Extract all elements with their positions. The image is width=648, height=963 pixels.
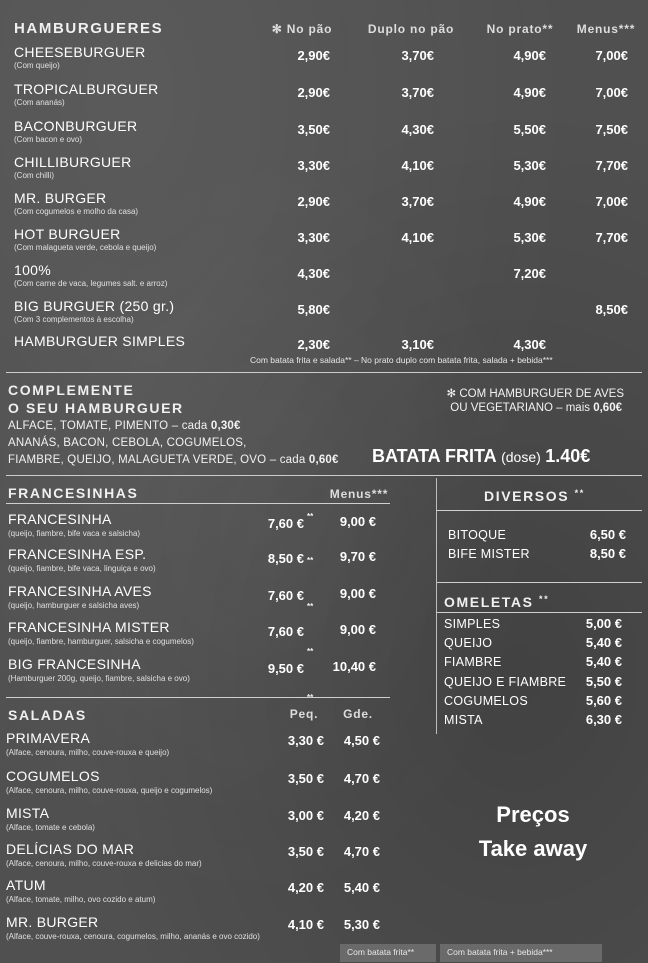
complement-title-2: O SEU HAMBURGUER (8, 400, 184, 416)
divider-saladas (6, 697, 390, 698)
fries-price: 1.40€ (545, 446, 591, 466)
francesinha-menu-price: 10,40 € (332, 659, 376, 674)
burger-desc: (Com cogumelos e molho da casa) (14, 207, 139, 216)
burger-price-duplo: 4,30€ (401, 122, 434, 137)
francesinha-price: 7,60 € (267, 588, 304, 603)
omeletas-left-border (436, 582, 437, 734)
aves-line-2-text: OU VEGETARIANO – mais (450, 402, 594, 414)
burger-name: TROPICALBURGUER (14, 81, 159, 97)
francesinhas-title: FRANCESINHAS (8, 485, 139, 501)
salad-price-peq: 3,00 € (287, 808, 324, 823)
burger-price-no-pao: 5,80€ (297, 302, 330, 317)
burger-desc: (Com bacon e ovo) (14, 135, 83, 144)
francesinha-name: FRANCESINHA AVES (8, 583, 152, 599)
francesinha-desc: (queijo, fiambre, hamburguer, salsicha e cogumelos) (8, 637, 194, 646)
omeletas-title-text: OMELETAS (444, 594, 534, 610)
burger-price-no-pao: 2,30€ (297, 337, 330, 352)
complement-line-2: ANANÁS, BACON, CEBOLA, COGUMELOS, (8, 437, 247, 449)
omeleta-price: 5,40 € (585, 654, 622, 669)
omeleta-price: 5,50 € (585, 674, 622, 689)
salad-price-peq: 3,50 € (287, 771, 324, 786)
diversos-title-text: DIVERSOS (484, 488, 570, 504)
salad-note-2: Com batata frita + bebida*** (447, 947, 553, 957)
burger-price-menus: 7,00€ (595, 48, 628, 63)
francesinha-price: 8,50 € (267, 551, 304, 566)
saladas-col-gde: Gde. (343, 707, 373, 721)
salad-name: MISTA (6, 805, 50, 821)
hamburgers-footnote: Com batata frita e salada** – No prato duplo com batata frita, salada + bebida*** (250, 355, 553, 365)
burger-desc: (Com 3 complementos à escolha) (14, 315, 134, 324)
fries (372, 446, 590, 467)
omeletas-title-mark: ** (539, 594, 550, 604)
omeleta-name: QUEIJO (444, 636, 493, 650)
hamburgers-title: HAMBURGUERES (14, 20, 164, 37)
burger-price-duplo: 3,70€ (401, 85, 434, 100)
burger-desc: (Com ananás) (14, 98, 65, 107)
burger-price-no-prato: 4,90€ (513, 194, 546, 209)
francesinhas-menus-header: Menus*** (329, 487, 389, 501)
burger-price-no-prato: 4,90€ (513, 85, 546, 100)
complement-title-1: COMPLEMENTE (8, 382, 135, 398)
omeleta-price: 5,00 € (585, 616, 622, 631)
salad-price-gde: 4,20 € (343, 808, 380, 823)
salad-desc: (Alface, tomate e cebola) (6, 823, 95, 832)
francesinha-name: BIG FRANCESINHA (8, 656, 141, 672)
salad-price-peq: 3,50 € (287, 844, 324, 859)
francesinha-name: FRANCESINHA ESP. (8, 546, 147, 562)
complement-line-3-price: 0,60€ (308, 454, 339, 466)
burger-price-menus: 7,70€ (595, 230, 628, 245)
diversos-left-border (436, 478, 437, 582)
salad-desc: (Alface, couve-rouxa, cenoura, cogumelos, milho, ananás e ovo cozido) (6, 932, 260, 941)
burger-price-no-prato: 5,30€ (513, 158, 546, 173)
burger-price-menus: 7,50€ (595, 122, 628, 137)
francesinha-mark: ** (307, 556, 314, 565)
salad-price-gde: 5,40 € (343, 880, 380, 895)
francesinha-desc: (queijo, fiambre, bife vaca, linguiça e ovo) (8, 564, 156, 573)
burger-price-duplo: 3,70€ (401, 48, 434, 63)
francesinha-mark: ** (307, 647, 314, 656)
diversos-title (484, 488, 585, 504)
salad-desc: (Alface, tomate, milho, ovo cozido e atum) (6, 895, 156, 904)
complement-line-1-text: ALFACE, TOMATE, PIMENTO – cada (8, 420, 211, 432)
salad-note-1: Com batata frita** (347, 947, 415, 957)
omeleta-price: 6,30 € (585, 712, 622, 727)
burger-price-no-prato: 4,90€ (513, 48, 546, 63)
omeleta-name: FIAMBRE (444, 655, 502, 669)
diversos-item-name: BIFE MISTER (448, 547, 530, 561)
burger-price-no-prato: 5,50€ (513, 122, 546, 137)
salad-price-peq: 3,30 € (287, 733, 324, 748)
francesinha-price: 9,50 € (267, 661, 304, 676)
francesinha-name: FRANCESINHA (8, 511, 112, 527)
diversos-bottom-line (436, 582, 642, 583)
burger-name: 100% (14, 262, 52, 278)
francesinha-menu-price: 9,00 € (339, 586, 376, 601)
francesinha-price: 7,60 € (267, 516, 304, 531)
omeletas-underline (436, 612, 642, 613)
salad-desc: (Alface, cenoura, milho, couve-rouxa e delicias do mar) (6, 859, 202, 868)
burger-name: HAMBURGUER SIMPLES (14, 333, 186, 349)
francesinhas-underline (6, 503, 390, 504)
salad-name: ATUM (6, 877, 46, 893)
burger-price-duplo: 4,10€ (401, 158, 434, 173)
col-header-menus: Menus*** (576, 22, 636, 36)
francesinha-menu-price: 9,00 € (339, 622, 376, 637)
salad-price-peq: 4,10 € (287, 917, 324, 932)
burger-price-menus: 7,70€ (595, 158, 628, 173)
francesinha-price: 7,60 € (267, 624, 304, 639)
burger-price-no-pao: 2,90€ (297, 194, 330, 209)
burger-price-no-prato: 7,20€ (513, 266, 546, 281)
col-header-no-prato: No prato** (486, 22, 554, 36)
burger-name: CHEESEBURGUER (14, 44, 146, 60)
diversos-item-price: 8,50 € (589, 546, 626, 561)
omeletas-title (444, 594, 549, 610)
burger-price-duplo: 3,10€ (401, 337, 434, 352)
salad-name: MR. BURGER (6, 914, 99, 930)
francesinha-menu-price: 9,70 € (339, 549, 376, 564)
burger-desc: (Com malagueta verde, cebola e queijo) (14, 243, 157, 252)
takeaway-line-2: Take away (478, 836, 588, 861)
francesinha-name: FRANCESINHA MISTER (8, 619, 170, 635)
saladas-col-peq: Peq. (289, 707, 319, 721)
omeleta-name: COGUMELOS (444, 694, 528, 708)
salad-name: PRIMAVERA (6, 730, 91, 746)
diversos-item-name: BITOQUE (448, 528, 507, 542)
burger-price-menus: 8,50€ (595, 302, 628, 317)
salad-price-gde: 4,70 € (343, 844, 380, 859)
aves-line-2-price: 0,60€ (593, 402, 622, 414)
burger-name: MR. BURGER (14, 190, 107, 206)
complement-line-1-price: 0,30€ (210, 420, 241, 432)
salad-price-gde: 4,70 € (343, 771, 380, 786)
burger-desc: (Com chilli) (14, 171, 54, 180)
francesinha-desc: (queijo, fiambre, bife vaca e salsicha) (8, 529, 141, 538)
francesinha-menu-price: 9,00 € (339, 514, 376, 529)
takeaway-line-1: Preços (496, 802, 570, 827)
divider-top (6, 372, 642, 373)
saladas-title: SALADAS (8, 707, 87, 723)
aves-line-1: ✻ COM HAMBURGUER DE AVES (446, 388, 624, 400)
burger-name: BACONBURGUER (14, 118, 138, 134)
fries-label: BATATA FRITA (372, 446, 497, 466)
col-header-duplo: Duplo no pão (367, 22, 455, 36)
burger-name: BIG BURGUER (250 gr.) (14, 298, 175, 314)
burger-name: CHILLIBURGUER (14, 154, 132, 170)
diversos-title-mark: ** (574, 488, 585, 498)
francesinha-desc: (queijo, hamburguer e salsicha aves) (8, 601, 140, 610)
burger-desc: (Com carne de vaca, legumes salt. e arroz) (14, 279, 168, 288)
omeleta-name: MISTA (444, 713, 483, 727)
burger-price-duplo: 3,70€ (401, 194, 434, 209)
burger-price-no-pao: 3,50€ (297, 122, 330, 137)
burger-name: HOT BURGUER (14, 226, 121, 242)
fries-dose: (dose) (501, 449, 541, 465)
salad-name: COGUMELOS (6, 768, 100, 784)
burger-price-no-pao: 3,30€ (297, 158, 330, 173)
salad-price-peq: 4,20 € (287, 880, 324, 895)
burger-price-duplo: 4,10€ (401, 230, 434, 245)
divider-middle (6, 475, 642, 476)
complement-line-3 (8, 454, 339, 466)
omeleta-name: QUEIJO E FIAMBRE (444, 675, 567, 689)
omeleta-price: 5,60 € (585, 693, 622, 708)
burger-price-no-prato: 5,30€ (513, 230, 546, 245)
salad-price-gde: 4,50 € (343, 733, 380, 748)
complement-line-3-text: FIAMBRE, QUEIJO, MALAGUETA VERDE, OVO – cada (8, 454, 309, 466)
francesinha-mark: ** (307, 602, 314, 611)
burger-price-no-prato: 4,30€ (513, 337, 546, 352)
burger-price-no-pao: 4,30€ (297, 266, 330, 281)
francesinha-desc: (Hamburguer 200g, queijo, fiambre, salsicha e ovo) (8, 674, 190, 683)
burger-desc: (Com queijo) (14, 61, 60, 70)
complement-line-1 (8, 420, 241, 432)
col-header-no-pao: ✻ No pão (271, 22, 333, 36)
salad-desc: (Alface, cenoura, milho, couve-rouxa, queijo e cogumelos) (6, 786, 213, 795)
diversos-underline (436, 510, 642, 511)
salad-desc: (Alface, cenoura, milho, couve-rouxa e queijo) (6, 748, 170, 757)
burger-price-no-pao: 2,90€ (297, 48, 330, 63)
salad-name: DELÍCIAS DO MAR (6, 841, 135, 857)
diversos-item-price: 6,50 € (589, 527, 626, 542)
francesinha-mark: ** (307, 512, 314, 521)
salad-price-gde: 5,30 € (343, 917, 380, 932)
burger-price-menus: 7,00€ (595, 194, 628, 209)
omeleta-price: 5,40 € (585, 635, 622, 650)
aves-line-2 (412, 402, 622, 414)
burger-price-no-pao: 2,90€ (297, 85, 330, 100)
omeleta-name: SIMPLES (444, 617, 501, 631)
burger-price-menus: 7,00€ (595, 85, 628, 100)
burger-price-no-pao: 3,30€ (297, 230, 330, 245)
